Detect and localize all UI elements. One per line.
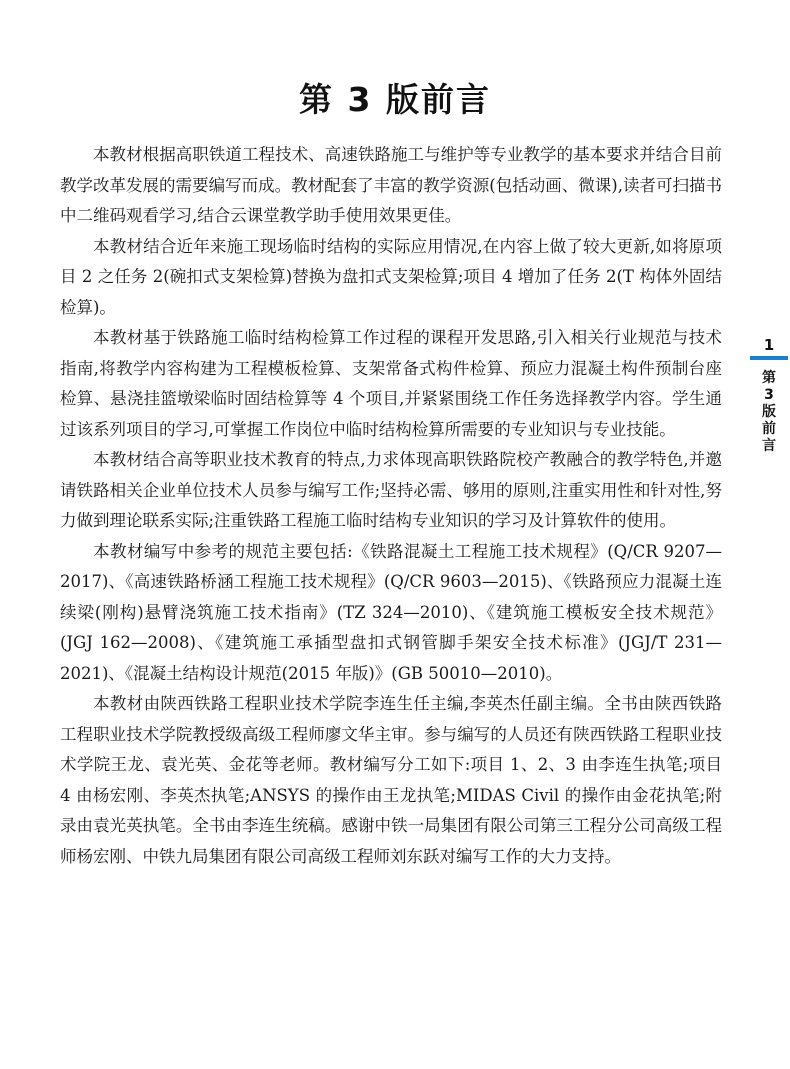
side-tab (750, 336, 788, 455)
page-title: 第 3 版前言 (299, 80, 491, 120)
side-tab-label: 第3版前言 (762, 370, 776, 454)
paragraph-1: 本教材根据高职铁道工程技术、高速铁路施工与维护等专业教学的基本要求并结合目前教学改革发展的需要编写而成。教材配套了丰富的教学资源(包括动画、微课),读者可扫描书中二维码观看学习,结合云课堂教学助手使用效果更佳。 (60, 145, 722, 225)
paragraph-3: 本教材基于铁路施工临时结构检算工作过程的课程开发思路,引入相关行业规范与技术指南,将教学内容构建为工程模板检算、支架常备式构件检算、预应力混凝土构件预制台座检算、悬浇挂篮墩梁临时固结检算等 4 个项目,并紧紧围绕工作任务选择教学内容。学生通过该系列项目的学习,可掌握工作岗位中临时结构检算所需要的专业知识与专业技能。 (60, 328, 722, 439)
paragraph-5: 本教材编写中参考的规范主要包括:《铁路混凝土工程施工技术规程》(Q/CR 9207—2017)、《高速铁路桥涵工程施工技术规程》(Q/CR 9603—2015)、《铁路预应力混凝土连续梁(刚构)悬臂浇筑施工技术指南》(TZ 324—2010)、《建筑施工模板安全技术规范》(JGJ 162—2008)、《建筑施工承插型盘扣式钢管脚手架安全技术标准》(JGJ/T 231—2021)、《混凝土结构设计规范(2015 年版)》(GB 50010—2010)。 (60, 541, 722, 683)
preface-body (60, 140, 722, 872)
paragraph-6: 本教材由陕西铁路工程职业技术学院李连生任主编,李英杰任副主编。全书由陕西铁路工程职业技术学院教授级高级工程师廖文华主审。参与编写的人员还有陕西铁路工程职业技术学院王龙、袁光英、金花等老师。教材编写分工如下:项目 1、2、3 由李连生执笔;项目 4 由杨宏刚、李英杰执笔;ANSYS 的操作由王龙执笔;MIDAS Civil 的操作由金花执笔;附录由袁光英执笔。全书由李连生统稿。感谢中铁一局集团有限公司第三工程分公司高级工程师杨宏刚、中铁九局集团有限公司高级工程师刘东跃对编写工作的大力支持。 (60, 694, 722, 866)
side-page-number: 1 (763, 336, 775, 354)
paragraph-4: 本教材结合高等职业技术教育的特点,力求体现高职铁路院校产教融合的教学特色,并邀请铁路相关企业单位技术人员参与编写工作;坚持必需、够用的原则,注重实用性和针对性,努力做到理论联系实际;注重铁路工程施工临时结构专业知识的学习及计算软件的使用。 (60, 450, 722, 530)
paragraph-2: 本教材结合近年来施工现场临时结构的实际应用情况,在内容上做了较大更新,如将原项目 2 之任务 2(碗扣式支架检算)替换为盘扣式支架检算;项目 4 增加了任务 2(T 构体外固结检算)。 (60, 236, 722, 317)
side-tab-bar (750, 356, 788, 360)
